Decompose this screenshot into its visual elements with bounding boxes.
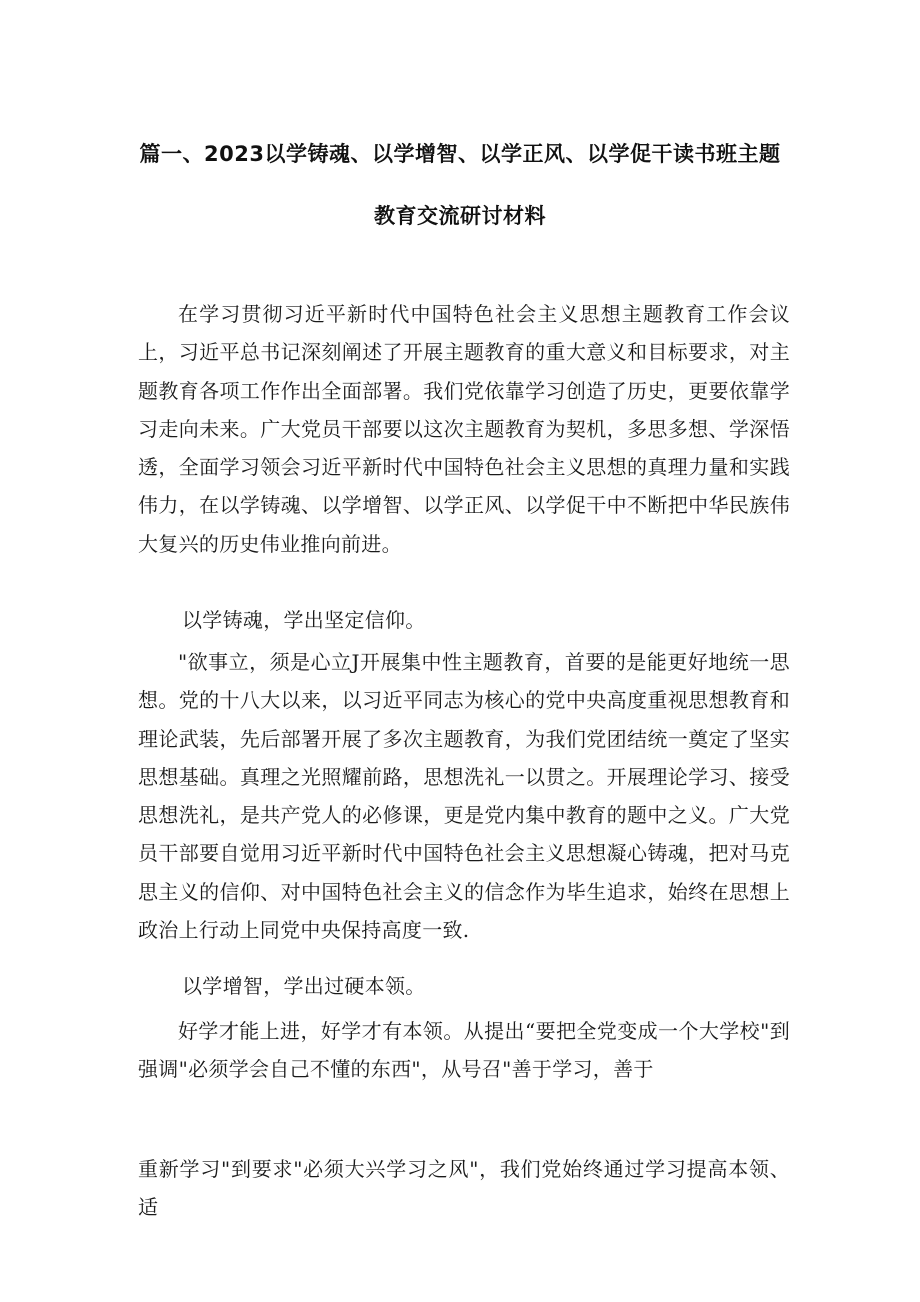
section-heading-2: 以学增智，学出过硬本领。: [182, 974, 426, 998]
body-paragraph-1: 在学习贯彻习近平新时代中国特色社会主义思想主题教育工作会议上，习近平总书记深刻阐述了开展主题教育的重大意义和目标要求，对主题教育各项工作作出全面部署。我们党依靠学习创造了历史，更要依靠学习走向未来。广大党员干部要以这次主题教育为契机，多思多想、学深悟透，全面学习领会习近平新时代中国特色社会主义思想的真理力量和实践伟力，在以学铸魂、以学增智、以学正风、以学促干中不断把中华民族伟大复兴的历史伟业推向前进。: [138, 302, 790, 556]
document-title-line-1: 篇一、2023以学铸魂、以学增智、以学正风、以学促干读书班主题: [139, 142, 781, 166]
document-title-line-2: 教育交流研讨材料: [374, 204, 546, 228]
body-paragraph-3: 好学才能上进，好学才有本领。从提出“要把全党变成一个大学校"到强调"必须学会自己不懂的东西"，从号召"善于学习，善于: [138, 1019, 790, 1082]
section-heading-1: 以学铸魂，学出坚定信仰。: [182, 608, 426, 632]
body-paragraph-4: 重新学习"到要求"必须大兴学习之风"，我们党始终通过学习提高本领、适: [138, 1157, 790, 1220]
body-paragraph-2: "欲事立，须是心立J开展集中性主题教育，首要的是能更好地统一思想。党的十八大以来，以习近平同志为核心的党中央高度重视思想教育和理论武装，先后部署开展了多次主题教育，为我们党团结统一奠定了坚实思想基础。真理之光照耀前路，思想洗礼一以贯之。开展理论学习、接受思想洗礼，是共产党人的必修课，更是党内集中教育的题中之义。广大党员干部要自觉用习近平新时代中国特色社会主义思想凝心铸魂，把对马克思主义的信仰、对中国特色社会主义的信念作为毕生追求，始终在思想上政治上行动上同党中央保持高度一致.: [138, 650, 790, 943]
